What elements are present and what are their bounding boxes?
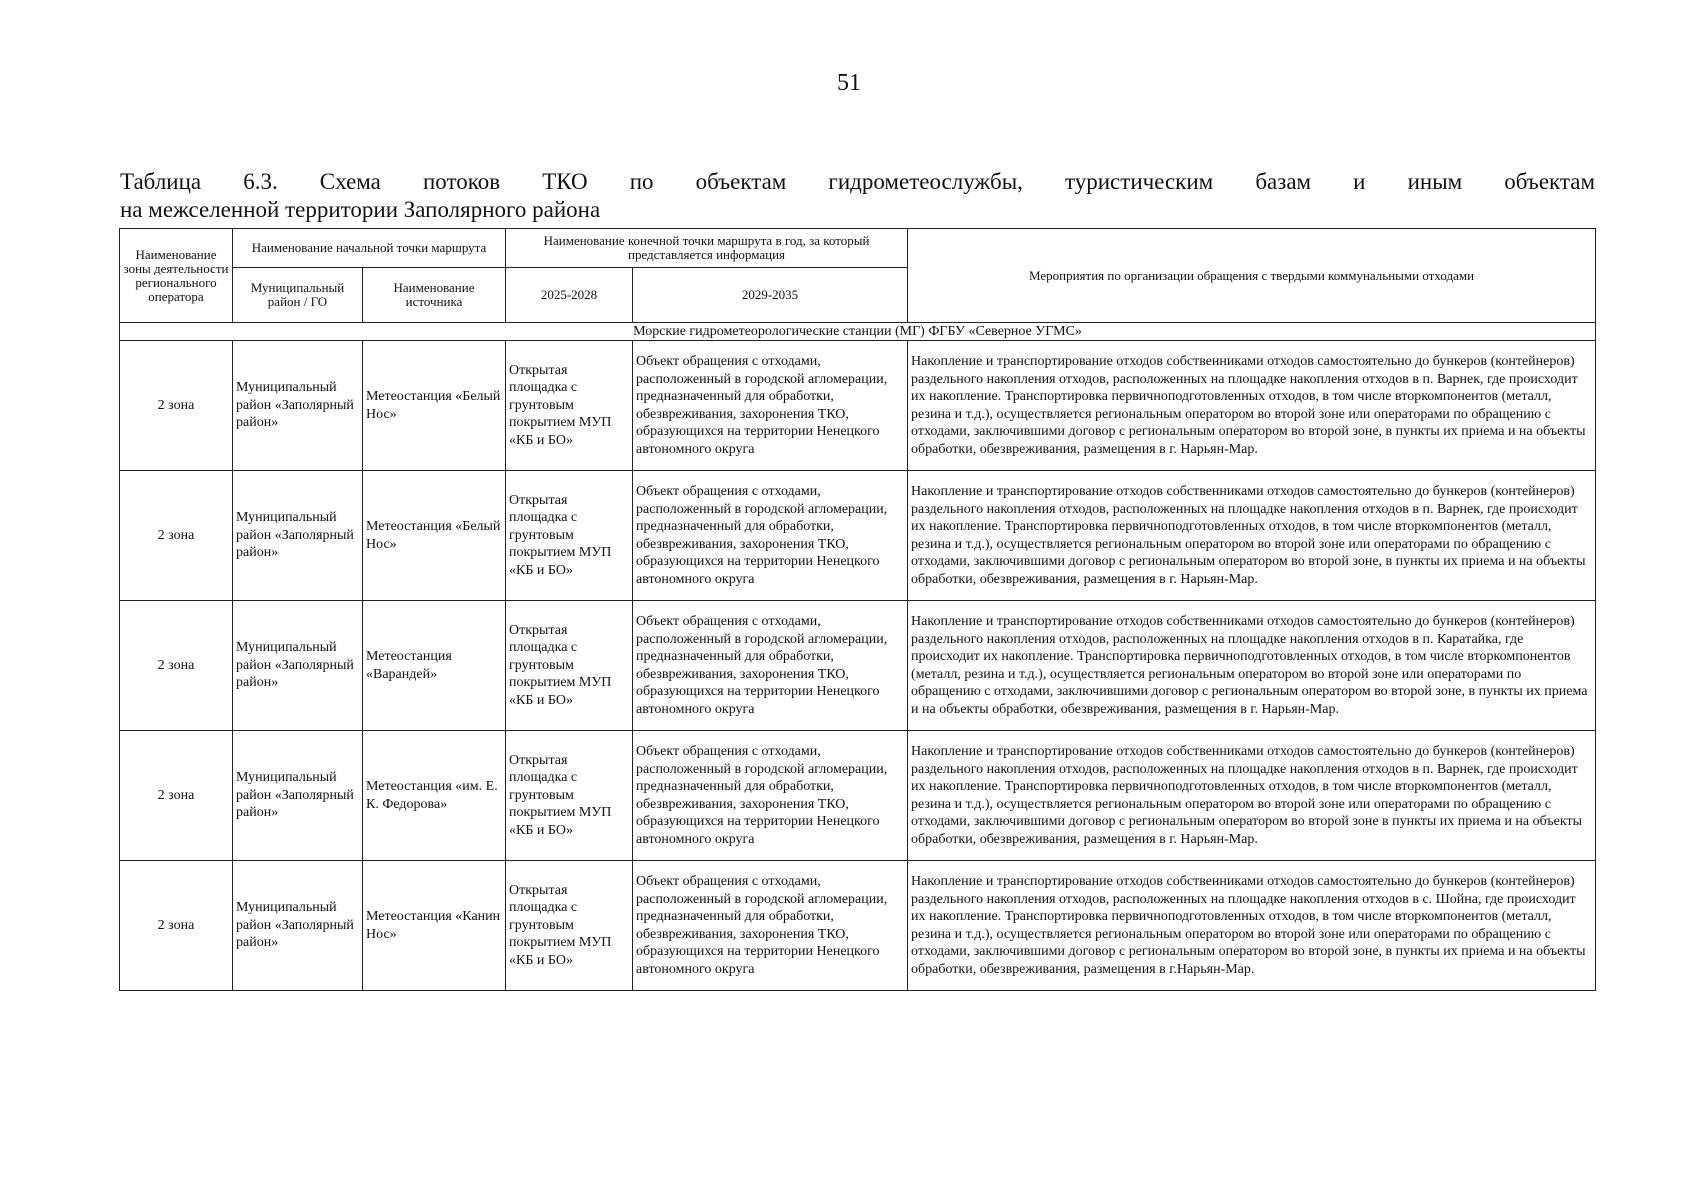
table-row bbox=[120, 601, 1596, 731]
cell-source: Метеостанция «им. Е. К. Федорова» bbox=[363, 731, 506, 861]
page-number: 51 bbox=[837, 70, 861, 96]
header-period-1: 2025-2028 bbox=[506, 268, 633, 323]
cell-period-1: Открытая площадка с грунтовым покрытием МУП «КБ и БО» bbox=[506, 861, 633, 991]
cell-zone: 2 зона bbox=[120, 601, 233, 731]
cell-period-2: Объект обращения с отходами, расположенный в городской агломерации, предназначенный для обработки, обезвреживания, захоронения ТКО, образующихся на территории Ненецкого автономного округа bbox=[633, 601, 908, 731]
cell-measures: Накопление и транспортирование отходов собственниками отходов самостоятельно до бункеров (контейнеров) раздельного накопления отходов, расположенных на площадке накопления отходов в п. Варнек, где происходит их накопление. Транспортировка первичноподготовленных отходов, в том числе вторкомпонентов (металл, резина и т.д.), осуществляется региональным оператором во второй зоне или операторами по обращению с отходами, заключившими договор с региональным оператором во второй зоне, в пункты их приема и на объекты обработки, обезвреживания, размещения в г. Нарьян-Мар. bbox=[908, 341, 1596, 471]
cell-zone: 2 зона bbox=[120, 341, 233, 471]
cell-source: Метеостанция «Канин Нос» bbox=[363, 861, 506, 991]
table-row bbox=[120, 341, 1596, 471]
cell-source: Метеостанция «Варандей» bbox=[363, 601, 506, 731]
cell-measures: Накопление и транспортирование отходов собственниками отходов самостоятельно до бункеров (контейнеров) раздельного накопления отходов, расположенных на площадке накопления отходов в п. Варнек, где происходит их накопление. Транспортировка первичноподготовленных отходов, в том числе вторкомпонентов (металл, резина и т.д.), осуществляется региональным оператором во второй зоне или операторами по обращению с отходами, заключившими договор с региональным оператором во второй зоне, в пункты их приема и на объекты обработки, обезвреживания, размещения в г. Нарьян-Мар. bbox=[908, 471, 1596, 601]
cell-period-2: Объект обращения с отходами, расположенный в городской агломерации, предназначенный для обработки, обезвреживания, захоронения ТКО, образующихся на территории Ненецкого автономного округа bbox=[633, 861, 908, 991]
header-period-2: 2029-2035 bbox=[633, 268, 908, 323]
cell-municipal: Муниципальный район «Заполярный район» bbox=[233, 601, 363, 731]
header-source: Наименование источника bbox=[363, 268, 506, 323]
cell-period-1: Открытая площадка с грунтовым покрытием МУП «КБ и БО» bbox=[506, 601, 633, 731]
cell-source: Метеостанция «Белый Нос» bbox=[363, 471, 506, 601]
cell-zone: 2 зона bbox=[120, 471, 233, 601]
cell-municipal: Муниципальный район «Заполярный район» bbox=[233, 471, 363, 601]
table-row bbox=[120, 471, 1596, 601]
waste-flow-table bbox=[119, 228, 1596, 991]
cell-period-2: Объект обращения с отходами, расположенный в городской агломерации, предназначенный для обработки, обезвреживания, захоронения ТКО, образующихся на территории Ненецкого автономного округа bbox=[633, 731, 908, 861]
cell-period-1: Открытая площадка с грунтовым покрытием МУП «КБ и БО» bbox=[506, 471, 633, 601]
cell-municipal: Муниципальный район «Заполярный район» bbox=[233, 861, 363, 991]
table-caption bbox=[120, 168, 1595, 224]
header-municipal: Муниципальный район / ГО bbox=[233, 268, 363, 323]
cell-source: Метеостанция «Белый Нос» bbox=[363, 341, 506, 471]
cell-municipal: Муниципальный район «Заполярный район» bbox=[233, 341, 363, 471]
cell-period-1: Открытая площадка с грунтовым покрытием МУП «КБ и БО» bbox=[506, 341, 633, 471]
cell-period-2: Объект обращения с отходами, расположенный в городской агломерации, предназначенный для обработки, обезвреживания, захоронения ТКО, образующихся на территории Ненецкого автономного округа bbox=[633, 341, 908, 471]
cell-measures: Накопление и транспортирование отходов собственниками отходов самостоятельно до бункеров (контейнеров) раздельного накопления отходов, расположенных на площадке накопления отходов в с. Шойна, где происходит их накопление. Транспортировка первичноподготовленных отходов, в том числе вторкомпонентов (металл, резина и т.д.), осуществляется региональным оператором во второй зоне или операторами по обращению с отходами, заключившими договор с региональным оператором во второй зоне, в пункты их приема и на объекты обработки, обезвреживания, размещения в г.Нарьян-Мар. bbox=[908, 861, 1596, 991]
cell-period-2: Объект обращения с отходами, расположенный в городской агломерации, предназначенный для обработки, обезвреживания, захоронения ТКО, образующихся на территории Ненецкого автономного округа bbox=[633, 471, 908, 601]
cell-municipal: Муниципальный район «Заполярный район» bbox=[233, 731, 363, 861]
header-zone: Наименование зоны деятельности регионального оператора bbox=[120, 229, 233, 323]
caption-line-1: Таблица 6.3. Схема потоков ТКО по объектам гидрометеослужбы, туристическим базам и иным объектам bbox=[120, 169, 1595, 194]
header-start-point: Наименование начальной точки маршрута bbox=[233, 229, 506, 268]
cell-period-1: Открытая площадка с грунтовым покрытием МУП «КБ и БО» bbox=[506, 731, 633, 861]
cell-zone: 2 зона bbox=[120, 861, 233, 991]
section-title: Морские гидрометеорологические станции (МГ) ФГБУ «Северное УГМС» bbox=[120, 323, 1596, 341]
header-end-point: Наименование конечной точки маршрута в год, за который представляется информация bbox=[506, 229, 908, 268]
table-row bbox=[120, 731, 1596, 861]
table-row bbox=[120, 861, 1596, 991]
caption-line-2: на межселенной территории Заполярного района bbox=[120, 197, 601, 222]
cell-measures: Накопление и транспортирование отходов собственниками отходов самостоятельно до бункеров (контейнеров) раздельного накопления отходов, расположенных на площадке накопления отходов в п. Каратайка, где происходит их накопление. Транспортировка первичноподготовленных отходов, в том числе вторкомпонентов (металл, резина и т.д.), осуществляется региональным оператором во второй зоне или операторами по обращению с отходами, заключившими договор с региональным оператором во второй зоне, в пункты их приема и на объекты обработки, обезвреживания, размещения в г. Нарьян-Мар. bbox=[908, 601, 1596, 731]
header-measures: Мероприятия по организации обращения с твердыми коммунальными отходами bbox=[908, 229, 1596, 323]
cell-measures: Накопление и транспортирование отходов собственниками отходов самостоятельно до бункеров (контейнеров) раздельного накопления отходов, расположенных на площадке накопления отходов в п. Варнек, где происходит их накопление. Транспортировка первичноподготовленных отходов, в том числе вторкомпонентов (металл, резина и т.д.), осуществляется региональным оператором во второй зоне или операторами по обращению с отходами, заключившими договор с региональным оператором во второй зоне в пункты их приема и на объекты обработки, обезвреживания, размещения в г. Нарьян-Мар. bbox=[908, 731, 1596, 861]
cell-zone: 2 зона bbox=[120, 731, 233, 861]
